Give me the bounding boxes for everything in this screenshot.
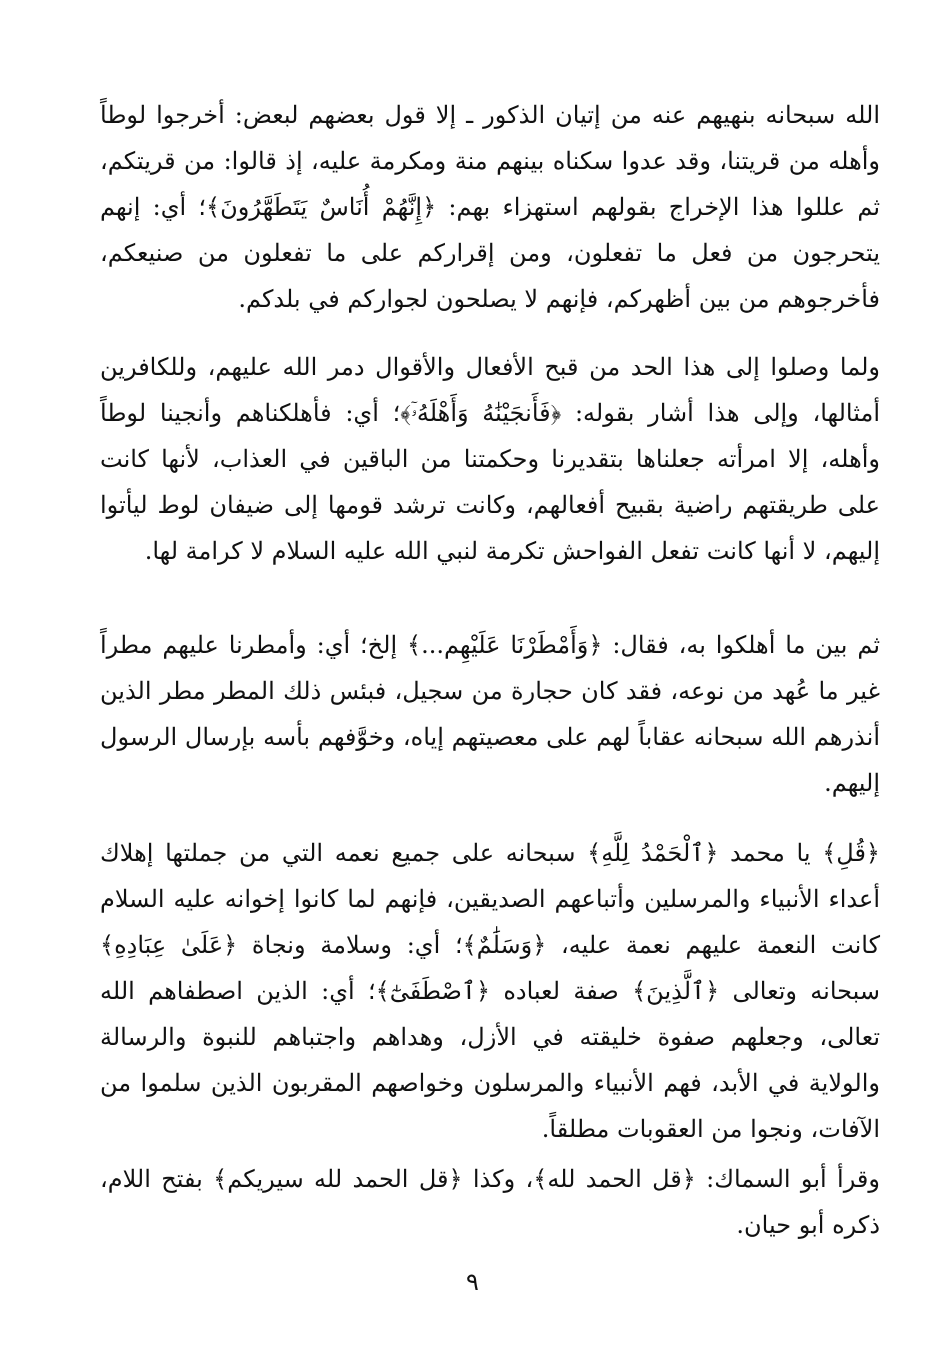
- paragraph-5: [100, 1156, 880, 1248]
- paragraph-text: ثم بين ما أهلكوا به، فقال: ﴿وَأَمْطَرْنَا عَلَيْهِم...﴾ إلخ؛ أي: وأمطرنا عليهم مطراً غير ما عُهد من نوعه، فقد كان حجارة من سجيل، فبئس ذلك المطر مطر الذين أنذرهم الله سبحانه عقاباً لهم على معصيتهم إياه، وخوَّفهم بأسه بإرسال الرسول إليهم.: [100, 631, 880, 797]
- paragraph-2: [100, 344, 880, 574]
- paragraph-3: [100, 622, 880, 806]
- page-number: ٩: [466, 1268, 479, 1296]
- paragraph-1: [100, 92, 880, 322]
- paragraph-text: ولما وصلوا إلى هذا الحد من قبح الأفعال والأقوال دمر الله عليهم، وللكافرين أمثالها، وإلى هذا أشار بقوله: ﴿فَأَنجَيْنَٰهُ وَأَهْلَهُۥٓ﴾؛ أي: فأهلكناهم وأنجينا لوطاً وأهله، إلا امرأته جعلناها بتقديرنا وحكمتنا من الباقين في العذاب، لأنها كانت على طريقتهم راضية بقبيح أفعالهم، وكانت ترشد قومها إلى ضيفان لوط ليأتوا إليهم، لا أنها كانت تفعل الفواحش تكرمة لنبي الله عليه السلام لا كرامة لها.: [100, 353, 880, 565]
- paragraph-text: ﴿قُلِ﴾ يا محمد ﴿ٱلْحَمْدُ لِلَّهِ﴾ سبحانه على جميع نعمه التي من جملتها إهلاك أعداء الأنبياء والمرسلين وأتباعهم الصديقين، فإنهم لما كانوا إخوانه عليه السلام كانت النعمة عليهم نعمة عليه، ﴿وَسَلَٰمٌ﴾؛ أي: وسلامة ونجاة ﴿عَلَىٰ عِبَادِهِ﴾ سبحانه وتعالى ﴿ٱلَّذِينَ﴾ صفة لعباده ﴿ٱصْطَفَىٰٓ﴾؛ أي: الذين اصطفاهم الله تعالى، وجعلهم صفوة خليقته في الأزل، وهداهم واجتباهم للنبوة والرسالة والولاية في الأبد، فهم الأنبياء والمرسلون وخواصهم المقربون الذين سلموا من الآفات، ونجوا من العقوبات مطلقاً.: [100, 839, 881, 1143]
- paragraph-4: [100, 830, 880, 1152]
- paragraph-text: الله سبحانه بنهيهم عنه من إتيان الذكور ـ إلا قول بعضهم لبعض: أخرجوا لوطاً وأهله من قريتنا، وقد عدوا سكناه بينهم منة ومكرمة عليه، إذ قالوا: من قريتكم، ثم عللوا هذا الإخراج بقولهم استهزاء بهم: ﴿إِنَّهُمْ أُنَاسٌ يَتَطَهَّرُونَ﴾؛ أي: إنهم يتحرجون من فعل ما تفعلون، ومن إقراركم على ما تفعلون من صنيعكم، فأخرجوهم من بين أظهركم، فإنهم لا يصلحون لجواركم في بلدكم.: [100, 101, 881, 313]
- paragraph-text: وقرأ أبو السماك: ﴿قل الحمد لله﴾، وكذا ﴿قل الحمد لله سيريكم﴾ بفتح اللام، ذكره أبو حيان.: [100, 1165, 880, 1239]
